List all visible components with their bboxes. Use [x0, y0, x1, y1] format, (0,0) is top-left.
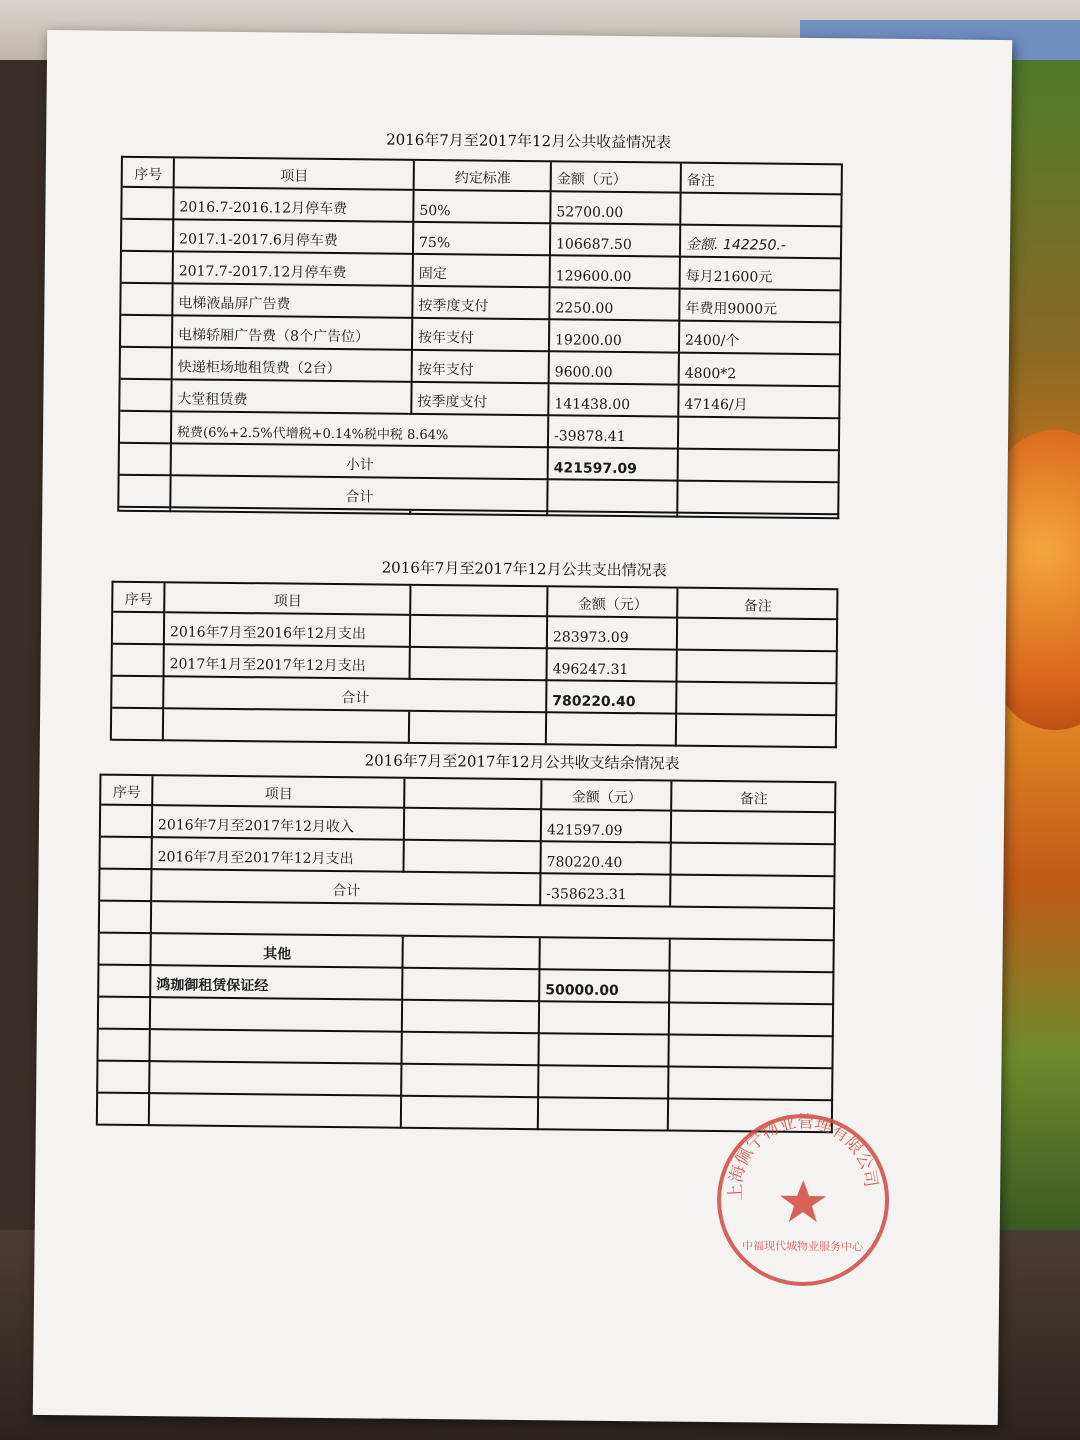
- table-cell: 47146/月: [679, 386, 840, 420]
- table-cell: [679, 450, 840, 484]
- table-cell: [670, 972, 834, 1006]
- table-cell: [404, 841, 541, 874]
- table-cell: [119, 476, 171, 509]
- table-cell: [411, 511, 548, 516]
- header-cell: [411, 586, 548, 617]
- seal-inner-text: 中福现代城物业服务中心: [742, 1239, 864, 1254]
- table-cell: [98, 1062, 150, 1095]
- table-cell: [681, 194, 842, 228]
- table-cell: [150, 1062, 402, 1097]
- table-cell: [678, 482, 839, 516]
- table-cell: 按年支付: [413, 351, 550, 384]
- balance-table: [96, 774, 837, 1134]
- table-cell: [100, 902, 152, 935]
- table-cell: [100, 870, 152, 903]
- table-cell: 496247.31: [547, 649, 677, 682]
- header-cell: 备注: [672, 782, 836, 814]
- table-cell: 52700.00: [551, 192, 681, 225]
- tax-label: 税费(6%+2.5%代增税+0.14%税中税 8.64%: [172, 412, 549, 448]
- table-cell: [540, 1002, 670, 1035]
- header-cell: 金额（元）: [552, 162, 682, 193]
- table-cell: 2016年7月至2017年12月支出: [152, 838, 404, 873]
- table-cell: [113, 613, 165, 646]
- table-cell: [150, 1030, 402, 1065]
- table-cell: [99, 934, 151, 967]
- table-cell: [98, 1094, 150, 1127]
- table-cell: 2017.1-2017.6月停车费: [174, 220, 414, 255]
- table-cell: 2016.7-2016.12月停车费: [174, 188, 414, 223]
- table-cell: [547, 713, 677, 746]
- table-cell: 年费用9000元: [680, 290, 841, 324]
- table-cell: 2017年1月至2017年12月支出: [165, 645, 411, 680]
- table-cell: [120, 380, 172, 413]
- table-cell: 快递柜场地租赁费（2台）: [173, 348, 413, 383]
- table-cell: 按季度支付: [412, 383, 549, 416]
- subtotal-value: 421597.09: [549, 448, 679, 481]
- table-cell: [98, 1030, 150, 1063]
- subtotal-label: 小计: [172, 444, 549, 480]
- table-cell: 电梯轿厢广告费（8个广告位）: [173, 316, 413, 351]
- table-cell: 9600.00: [550, 352, 680, 385]
- table-cell: 129600.00: [551, 256, 681, 289]
- table-cell: [670, 1004, 834, 1038]
- table-cell: [151, 998, 403, 1033]
- table-cell: [403, 937, 540, 970]
- table-cell: [539, 1098, 669, 1131]
- handwritten-note: 金额. 142250.-: [681, 226, 842, 260]
- table-cell: [677, 651, 837, 685]
- table-cell: 每月21600元: [681, 258, 842, 292]
- table-cell: 按年支付: [413, 319, 550, 352]
- table-cell: [402, 1033, 539, 1066]
- total-label: 合计: [152, 870, 541, 906]
- tax-value: -39878.41: [549, 416, 679, 449]
- company-seal: [712, 1109, 894, 1291]
- table-cell: 141438.00: [549, 384, 679, 417]
- table-cell: [164, 709, 410, 744]
- table-cell: [402, 1097, 539, 1130]
- header-cell: 项目: [175, 158, 415, 191]
- deposit-label: 鸿珈御租赁保证经: [151, 966, 403, 1001]
- table-cell: [548, 480, 678, 513]
- table-cell: [539, 1066, 669, 1099]
- total-value: 780220.40: [547, 681, 677, 714]
- header-cell: 项目: [165, 583, 411, 616]
- table-cell: [99, 966, 151, 999]
- total-label: 合计: [171, 476, 548, 512]
- table-cell: [150, 1094, 402, 1129]
- background-fruit: [995, 430, 1080, 730]
- table-cell: [99, 998, 151, 1031]
- table-cell: [112, 709, 164, 742]
- table-cell: [548, 512, 678, 517]
- total-value: -358623.31: [541, 874, 671, 907]
- table-cell: [411, 616, 548, 649]
- seal-outer-text: 上海佩宁物业管理有限公司: [725, 1112, 881, 1202]
- table-cell: [121, 348, 173, 381]
- table-cell: [678, 514, 839, 520]
- table-cell: [540, 938, 670, 971]
- document-paper: [33, 30, 1012, 1425]
- table-cell: 按季度支付: [413, 287, 550, 320]
- table-cell: [122, 188, 174, 221]
- table-cell: 283973.09: [548, 617, 678, 650]
- expense-table: [110, 581, 839, 749]
- deposit-value: 50000.00: [540, 970, 670, 1003]
- table-cell: [121, 316, 173, 349]
- table-cell: [403, 1001, 540, 1034]
- header-cell: 约定标准: [415, 161, 552, 192]
- table-cell: [410, 712, 547, 745]
- header-cell: 序号: [113, 583, 165, 614]
- header-cell: 序号: [101, 776, 153, 807]
- table-cell: [402, 1065, 539, 1098]
- table-cell: 2250.00: [550, 288, 680, 321]
- table-cell: [120, 412, 172, 445]
- table-cell: 2400/个: [680, 322, 841, 356]
- table-cell: 75%: [414, 223, 551, 256]
- table-cell: [677, 715, 837, 749]
- table-cell: [669, 1068, 833, 1102]
- table-cell: [679, 418, 840, 452]
- table-cell: [120, 444, 172, 477]
- header-cell: [405, 779, 542, 810]
- table-cell: [671, 844, 835, 878]
- header-cell: 金额（元）: [548, 587, 678, 618]
- table-cell: [672, 812, 836, 846]
- header-cell: 金额（元）: [542, 780, 672, 811]
- table-cell: [100, 838, 152, 871]
- table-cell: [677, 683, 837, 717]
- table-cell: 大堂租赁费: [172, 380, 412, 415]
- income-table: [117, 156, 843, 520]
- table-cell: 2016年7月至2016年12月支出: [165, 613, 411, 648]
- table-cell: [405, 809, 542, 842]
- table-cell: [119, 508, 171, 513]
- table-cell: [669, 1036, 833, 1070]
- table-cell: 固定: [414, 255, 551, 288]
- seal-star-icon: [780, 1180, 826, 1222]
- table-cell: [112, 677, 164, 710]
- header-cell: 序号: [123, 158, 175, 189]
- header-cell: 备注: [678, 589, 838, 621]
- table-cell: 106687.50: [551, 224, 681, 257]
- table-cell: 4800*2: [680, 354, 841, 388]
- balance-table-title: 2016年7月至2017年12月公共收支结余情况表: [364, 751, 680, 773]
- table-cell: [678, 619, 838, 653]
- other-label: 其他: [151, 934, 403, 969]
- table-cell: 电梯液晶屏广告费: [173, 284, 413, 319]
- table-cell: [403, 969, 540, 1002]
- table-cell: 2017.7-2017.12月停车费: [174, 252, 414, 287]
- table-cell: 421597.09: [542, 810, 672, 843]
- header-cell: 备注: [682, 164, 843, 196]
- header-cell: 项目: [153, 776, 405, 809]
- table-cell: [122, 252, 174, 285]
- table-cell: [113, 645, 165, 678]
- table-cell: [122, 220, 174, 253]
- table-cell: [670, 940, 834, 974]
- table-cell: [671, 876, 835, 910]
- table-cell: 2016年7月至2017年12月收入: [153, 806, 405, 841]
- total-label: 合计: [164, 677, 547, 713]
- income-table-title: 2016年7月至2017年12月公共收益情况表: [386, 130, 672, 152]
- table-cell: [101, 806, 153, 839]
- table-cell: 780220.40: [541, 842, 671, 875]
- table-cell: [121, 284, 173, 317]
- table-cell: [410, 648, 547, 681]
- table-cell: 50%: [414, 191, 551, 224]
- table-cell: 19200.00: [550, 320, 680, 353]
- table-cell: [539, 1034, 669, 1067]
- expense-table-title: 2016年7月至2017年12月公共支出情况表: [381, 558, 667, 580]
